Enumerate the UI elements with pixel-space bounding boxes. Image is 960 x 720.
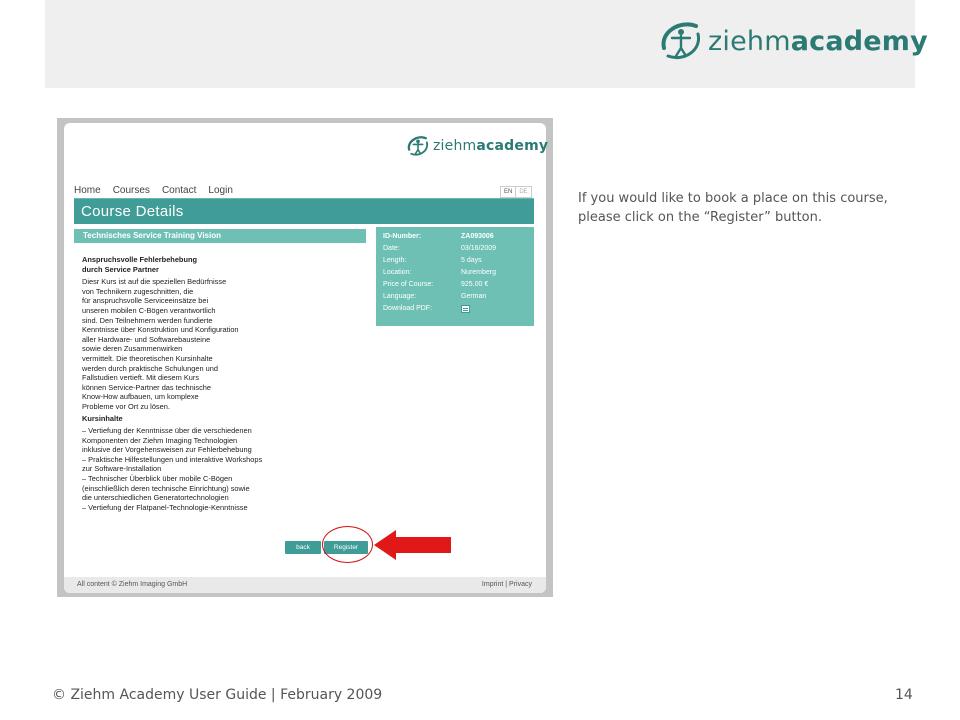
page-number: 14 (895, 687, 913, 703)
contents-line: inklusive der Vorgehensweisen zur Fehlerbehebung (82, 445, 252, 455)
info-value: Nuremberg (461, 269, 497, 276)
info-row-length (383, 255, 534, 267)
logo-text-light: ziehm (708, 25, 791, 57)
footer-links (482, 581, 532, 588)
privacy-link[interactable]: Privacy (509, 581, 532, 588)
page-logo-text-light: ziehm (433, 138, 477, 154)
slide-footer: © Ziehm Academy User Guide | February 2009 (52, 687, 383, 703)
logo-figure-icon (658, 18, 704, 64)
page-title-bar (74, 198, 534, 224)
course-details-page (64, 123, 549, 593)
description-line: Probleme vor Ort zu lösen. (82, 401, 170, 411)
pdf-download-icon[interactable] (461, 305, 470, 313)
register-highlight-circle (322, 526, 373, 563)
contents-line: – Vertiefung der Flatpanel-Technologie-Kenntnisse (82, 502, 248, 512)
course-info-box (376, 227, 534, 326)
description-line: sowie deren Zusammenwirken (82, 344, 183, 354)
instruction-text: If you would like to book a place on this course, please click on the “Register” button. (578, 191, 888, 225)
contents-line: – Vertiefung der Kenntnisse über die verschiedenen (82, 426, 252, 436)
page-logo-figure-icon (406, 134, 430, 158)
info-value: 925.00 € (461, 281, 489, 288)
info-row-language (383, 291, 534, 303)
ziehm-academy-logo (658, 18, 928, 64)
nav-courses[interactable]: Courses (112, 185, 150, 196)
description-heading-line: Anspruchsvolle Fehlerbehebung (82, 255, 197, 264)
nav-login[interactable]: Login (208, 185, 233, 196)
course-name: Technisches Service Training Vision (83, 231, 221, 240)
contents-heading: Kursinhalte (82, 413, 123, 423)
info-row-date (383, 243, 534, 255)
page-logo (406, 134, 548, 158)
logo-text-bold: academy (790, 25, 928, 57)
nav-contact[interactable]: Contact (161, 185, 197, 196)
contents-line: zur Software-Installation (82, 464, 162, 474)
info-label: Language: (383, 293, 417, 300)
description-heading-line: durch Service Partner (82, 264, 159, 274)
page-title: Course Details (81, 203, 184, 220)
main-nav (74, 185, 233, 196)
back-button[interactable]: back (285, 541, 321, 554)
nav-home[interactable]: Home (74, 185, 101, 196)
info-row-price (383, 279, 534, 291)
description-line: unseren mobilen C-Bögen verantwortlich (82, 305, 216, 315)
description-line: aller Hardware- und Softwarebausteine (82, 334, 211, 344)
description-line: Know-How aufbauen, um komplexe (82, 392, 199, 402)
description-line: können Service-Partner das technische (82, 382, 211, 392)
info-row-location (383, 267, 534, 279)
contents-line: (einschließlich deren technische Einrichtung) sowie (82, 483, 250, 493)
info-label: Location: (383, 269, 412, 276)
info-value: German (461, 293, 487, 300)
website-screenshot (57, 118, 553, 597)
contents-line: – Praktische Hilfestellungen und interaktive Workshops (82, 454, 263, 464)
course-name-bar (74, 229, 366, 243)
course-description (82, 255, 362, 512)
info-value: 03/16/2009 (461, 245, 497, 252)
description-line: Fallstudien vertieft. Mit diesem Kurs (82, 373, 200, 383)
info-label: ID-Number: (383, 233, 422, 240)
info-label: Length: (383, 257, 407, 264)
description-line: werden durch praktische Schulungen und (82, 363, 218, 373)
info-label: Date: (383, 245, 400, 252)
contents-line: – Technischer Überblick über mobile C-Bögen (82, 474, 233, 484)
info-label: Download PDF: (383, 305, 433, 312)
info-row-id (383, 231, 534, 243)
info-value: 5 days (461, 257, 482, 264)
lang-de[interactable]: DE (515, 187, 530, 197)
page-footer (64, 577, 546, 593)
description-line: von Technikern zugeschnitten, die (82, 286, 194, 296)
description-line: Kenntnisse über Konstruktion und Konfiguration (82, 325, 239, 335)
footer-separator: | (503, 581, 510, 588)
contents-line: die unterschiedlichen Generatortechnologien (82, 493, 229, 503)
description-line: Diesr Kurs ist auf die speziellen Bedürfnisse (82, 277, 227, 287)
imprint-link[interactable]: Imprint (481, 581, 504, 588)
copyright-text: All content © Ziehm Imaging GmbH (77, 581, 188, 588)
description-line: für anspruchsvolle Serviceeinsätze bei (82, 296, 209, 306)
page-logo-text-bold: academy (476, 138, 549, 154)
description-line: sind. Den Teilnehmern werden fundierte (82, 315, 213, 325)
register-button[interactable]: Register (324, 541, 368, 554)
info-value: ZA093006 (461, 233, 494, 240)
info-row-download (383, 303, 534, 315)
language-switcher (500, 186, 532, 198)
description-line: vermittelt. Die theoretischen Kursinhalte (82, 353, 213, 363)
contents-line: Komponenten der Ziehm Imaging Technologien (82, 435, 238, 445)
info-label: Price of Course: (383, 281, 434, 288)
lang-en[interactable]: EN (504, 189, 513, 195)
red-arrow-icon (374, 530, 452, 560)
